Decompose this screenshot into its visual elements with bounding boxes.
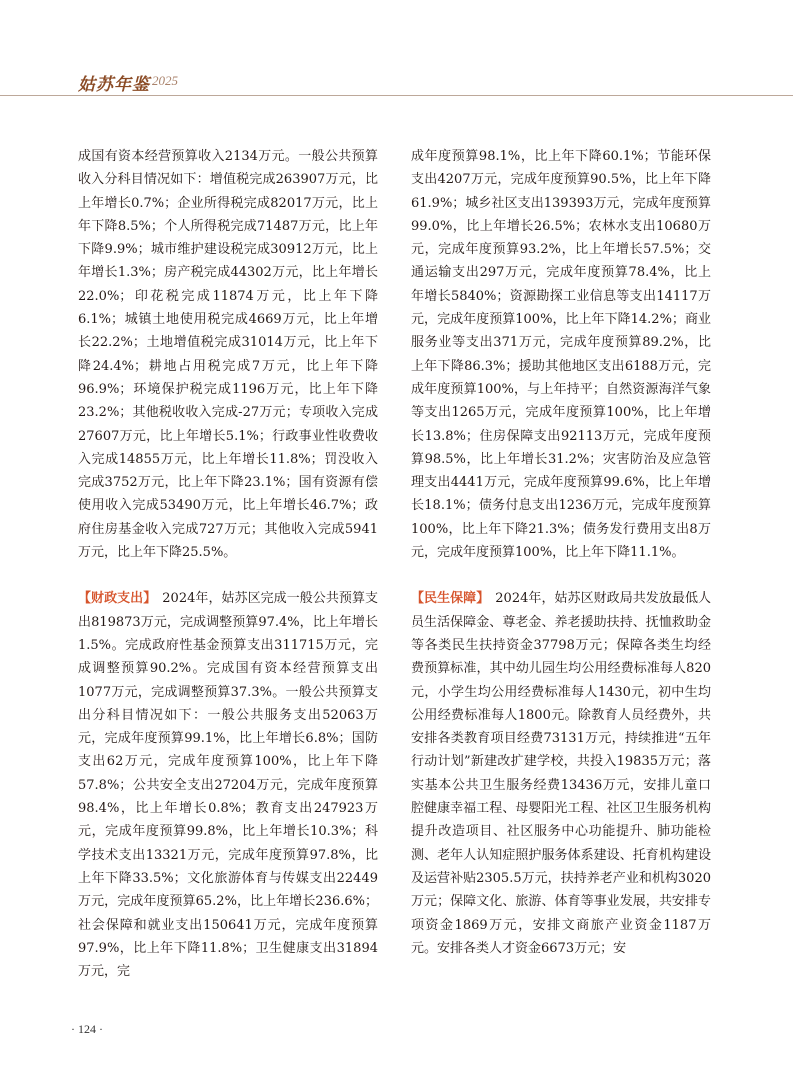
livelihood-paragraph bbox=[411, 587, 711, 960]
livelihood-heading: 【民生保障】 bbox=[411, 591, 490, 607]
right-column bbox=[411, 145, 711, 960]
fiscal-expenditure-paragraph bbox=[78, 587, 378, 983]
expenditure-detail-paragraph: 成年度预算98.1%，比上年下降60.1%；节能环保支出4207万元，完成年度预算90.5%，比上年下降61.9%；城乡社区支出139393万元，完成年度预算99.0%，比上年增长26.5%；农林水支出10680万元，完成年度预算93.2%，比上年增长57.5%；交通运输支出297万元，完成年度预算78.4%，比上年增长5840%；资源勘探工业信息等支出14117万元，完成年度预算100%，比上年下降14.2%；商业服务业等支出371万元，完成年度预算89.2%，比上年下降86.3%；援助其他地区支出6188万元，完成年度预算100%，与上年持平；自然资源海洋气象等支出1265万元，完成年度预算100%，比上年增长13.8%；住房保障支出92113万元，完成年度预算98.5%，比上年增长31.2%；灾害防治及应急管理支出4441万元，完成年度预算99.6%，比上年增长18.1%；债务付息支出1236万元，完成年度预算100%，比上年下降21.3%；债务发行费用支出8万元，完成年度预算100%，比上年下降11.1%。 bbox=[411, 149, 711, 561]
header-divider bbox=[0, 95, 793, 96]
revenue-detail-paragraph: 成国有资本经营预算收入2134万元。一般公共预算收入分科目情况如下：增值税完成263907万元，比上年增长0.7%；企业所得税完成82017万元，比上年下降8.5%；个人所得税完成71487万元，比上年下降9.9%；城市维护建设税完成30912万元，比上年增长1.3%；房产税完成44302万元，比上年增长22.0%；印花税完成11874万元，比上年下降6.1%；城镇土地使用税完成4669万元，比上年增长22.2%；土地增值税完成31014万元，比上年下降24.4%；耕地占用税完成7万元，比上年下降96.9%；环境保护税完成1196万元，比上年下降23.2%；其他税收收入完成-27万元；专项收入完成27607万元，比上年增长5.1%；行政事业性收费收入完成14855万元，比上年增长11.8%；罚没收入完成3752万元，比上年下降23.1%；国有资源有偿使用收入完成53490万元，比上年增长46.7%；政府住房基金收入完成727万元；其他收入完成5941万元，比上年下降25.5%。 bbox=[78, 149, 378, 561]
fiscal-expenditure-heading: 【财政支出】 bbox=[78, 591, 157, 607]
yearbook-year: 2025 bbox=[152, 73, 178, 88]
page-header bbox=[0, 0, 793, 96]
yearbook-title: 姑苏年鉴 bbox=[78, 75, 150, 95]
page-number: · 124 · bbox=[71, 1022, 103, 1036]
fiscal-expenditure-text: 2024年，姑苏区完成一般公共预算支出819873万元，完成调整预算97.4%，比上年增长1.5%。完成政府性基金预算支出311715万元，完成调整预算90.2%。完成国有资本经营预算支出1077万元，完成调整预算37.3%。一般公共预算支出分科目情况如下：一般公共服务支出52063万元，完成年度预算99.1%，比上年增长6.8%；国防支出62万元，完成年度预算100%，比上年下降57.8%；公共安全支出27204万元，完成年度预算98.4%，比上年增长0.8%；教育支出247923万元，完成年度预算99.8%，比上年增长10.3%；科学技术支出13321万元，完成年度预算97.8%，比上年下降33.5%；文化旅游体育与传媒支出22449万元，完成年度预算65.2%，比上年增长236.6%；社会保障和就业支出150641万元，完成年度预算97.9%，比上年下降11.8%；卫生健康支出31894万元，完 bbox=[78, 591, 378, 980]
left-column bbox=[78, 145, 378, 983]
livelihood-text: 2024年，姑苏区财政局共发放最低人员生活保障金、尊老金、养老援助扶持、抚恤救助金等各类民生扶持资金37798万元；保障各类生均经费预算标准，其中幼儿园生均公用经费标准每人820元，小学生均公用经费标准每人1430元，初中生均公用经费标准每人1800元。除教育人员经费外，共安排各类教育项目经费73131万元，持续推进“五年行动计划”新建改扩建学校，共投入19835万元；落实基本公共卫生服务经费13436万元，安排儿童口腔健康幸福工程、母婴阳光工程、社区卫生服务机构提升改造项目、社区服务中心功能提升、肺功能检测、老年人认知症照护服务体系建设、托育机构建设及运营补贴2305.5万元，扶持养老产业和机构3020万元；保障文化、旅游、体育等事业发展，共安排专项资金1869万元，安排文商旅产业资金1187万元。安排各类人才资金6673万元；安 bbox=[411, 591, 711, 956]
